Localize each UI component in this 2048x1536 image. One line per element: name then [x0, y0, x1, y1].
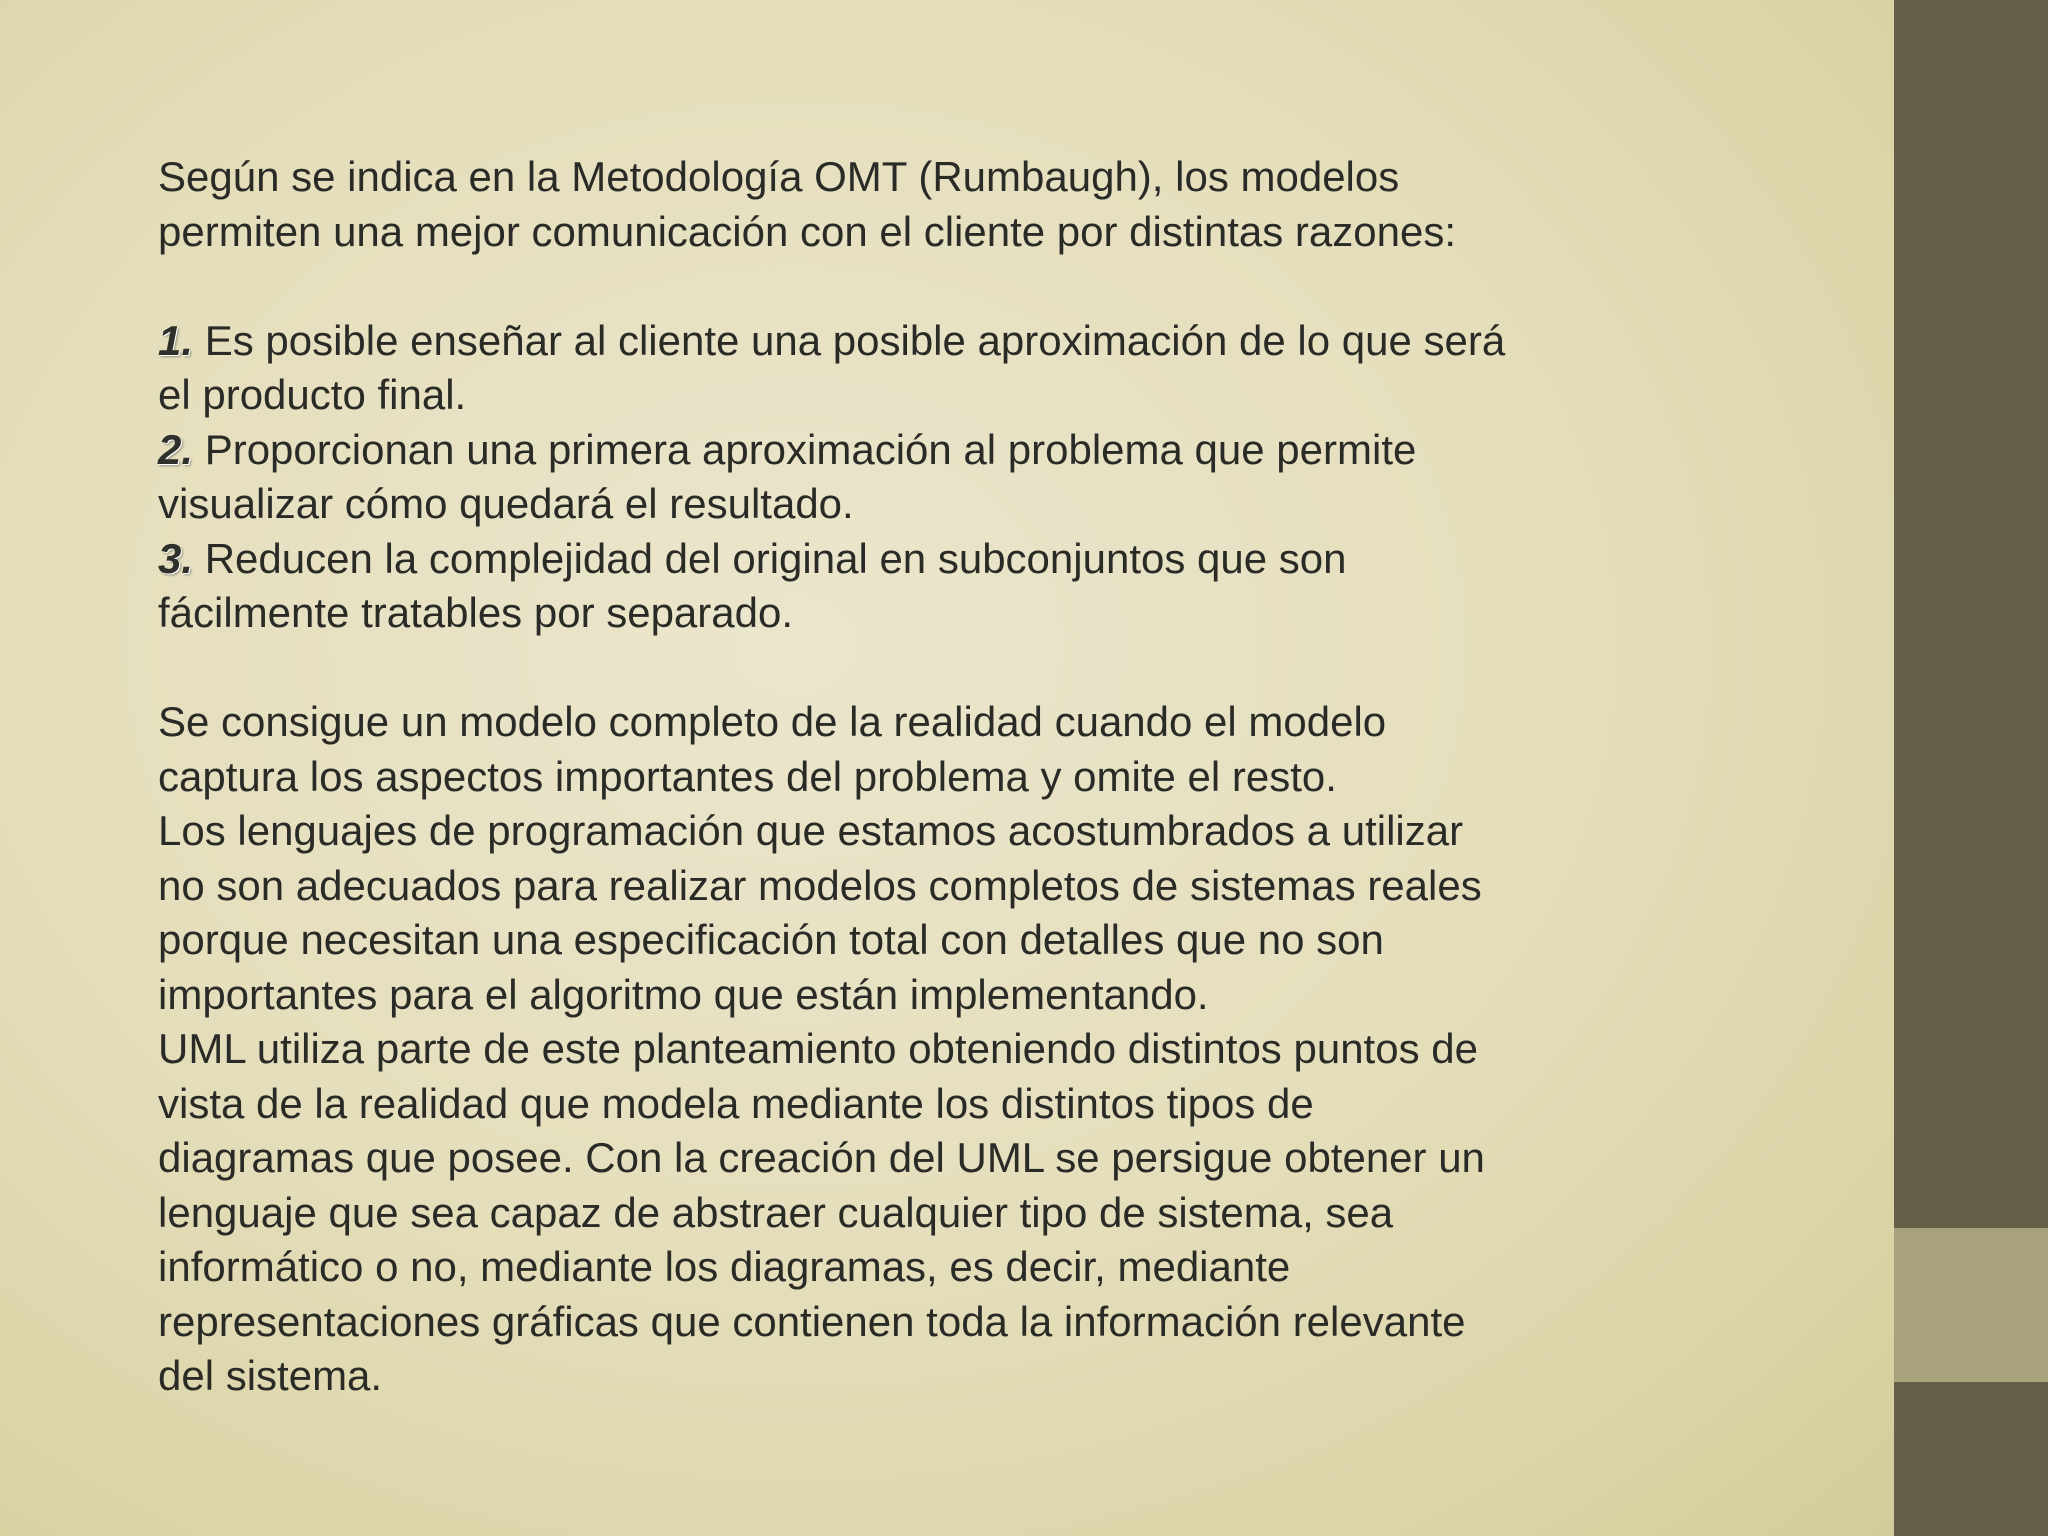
- list-item-text: Proporcionan una primera aproximación al problema que permite visualizar cómo quedará el resultado.: [158, 425, 1417, 527]
- list-item-text: Es posible enseñar al cliente una posible aproximación de lo que será el producto final.: [158, 316, 1506, 418]
- spacer: [158, 259, 1678, 314]
- side-band-top: [1894, 0, 2048, 1228]
- body-paragraph: Se consigue un modelo completo de la realidad cuando el modelo captura los aspectos importantes del problema y omite el resto. Los lenguajes de programación que estamos acostumbrados a utilizar no son adecuados para realizar modelos completos de sistemas reales porque necesitan una especificación total con detalles que no son importantes para el algoritmo que están implementando. UML utiliza parte de este planteamiento obteniendo distintos puntos de vista de la realidad que modela mediante los distintos tipos de diagramas que posee. Con la creación del UML se persigue obtener un lenguaje que sea capaz de abstraer cualquier tipo de sistema, sea informático o no, mediante los diagramas, es decir, mediante representaciones gráficas que contienen toda la información relevante del sistema.: [158, 698, 1485, 1399]
- list-item: [158, 532, 1678, 641]
- list-item-number: 3.: [158, 534, 194, 582]
- intro-paragraph: Según se indica en la Metodología OMT (Rumbaugh), los modelos permiten una mejor comunicación con el cliente por distintas razones:: [158, 153, 1457, 255]
- spacer: [158, 641, 1678, 696]
- list-item-number: 2.: [158, 425, 194, 473]
- list-item-number: 1.: [158, 316, 194, 364]
- list-item: [158, 423, 1678, 532]
- list-item-text: Reducen la complejidad del original en subconjuntos que son fácilmente tratables por separado.: [158, 534, 1347, 636]
- slide-content: [158, 150, 1678, 1404]
- side-band-bottom: [1894, 1382, 2048, 1536]
- side-band-accent: [1894, 1228, 2048, 1382]
- list-item: [158, 314, 1678, 423]
